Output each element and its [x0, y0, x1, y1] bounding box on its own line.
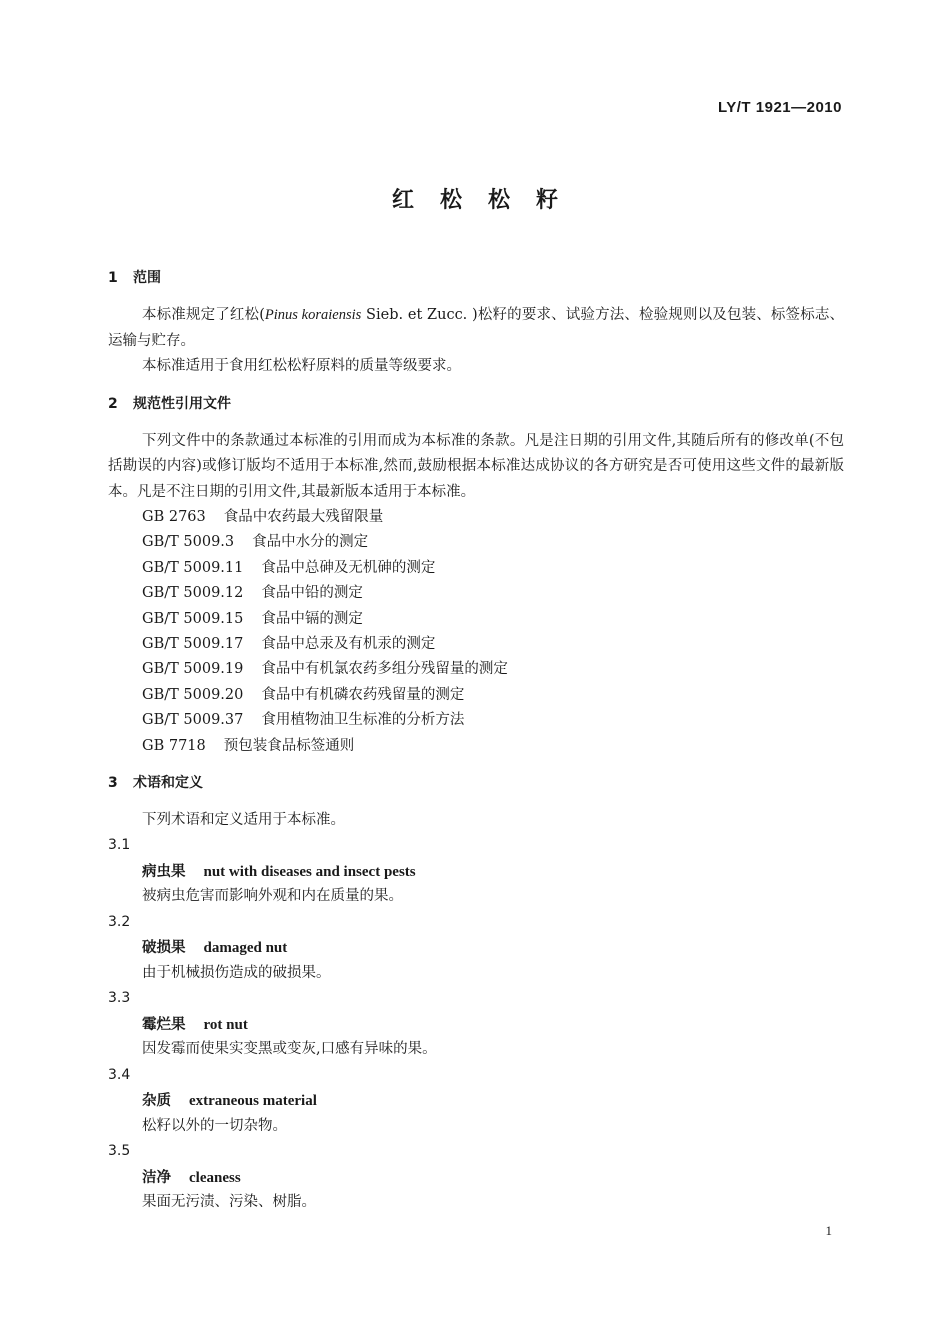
term-zh: 破损果 — [142, 939, 186, 957]
section-title: 规范性引用文件 — [133, 395, 231, 412]
term-number: 3.4 — [108, 1066, 131, 1083]
reference-code: GB/T 5009.20 — [142, 686, 244, 703]
term-entry — [108, 986, 844, 1063]
scope-latin-name: Pinus koraiensis — [264, 307, 362, 323]
scope-paragraph-1 — [108, 303, 844, 354]
section-1-heading — [108, 266, 844, 291]
reference-title: 食品中农药最大残留限量 — [223, 509, 384, 525]
reference-code: GB/T 5009.11 — [142, 559, 244, 576]
reference-title: 食品中镉的测定 — [261, 610, 363, 627]
term-zh: 杂质 — [142, 1092, 171, 1110]
reference-code: GB/T 5009.17 — [142, 635, 244, 652]
reference-item — [108, 734, 844, 759]
section-3-heading — [108, 771, 844, 796]
reference-item — [108, 505, 844, 530]
terms-intro: 下列术语和定义适用于本标准。 — [142, 811, 345, 828]
term-zh: 霉烂果 — [142, 1015, 186, 1033]
reference-item — [108, 632, 844, 657]
term-entry — [108, 1063, 844, 1140]
reference-code: GB/T 5009.12 — [142, 585, 244, 602]
section-title: 范围 — [133, 270, 161, 286]
term-zh: 病虫果 — [142, 862, 186, 880]
term-definition: 因发霉而使果实变黑或变灰,口感有异味的果。 — [142, 1041, 437, 1058]
term-name — [108, 1165, 844, 1191]
section-2-heading — [108, 392, 844, 417]
reference-title: 食品中铅的测定 — [261, 585, 363, 602]
reference-item — [108, 708, 844, 733]
term-name — [108, 859, 844, 885]
scope-text-b: Sieb. et Zucc. )松籽的要求、试验方法、检验规则以及包装、标签标志、运输与贮存。 — [108, 307, 845, 349]
term-number: 3.5 — [108, 1143, 131, 1160]
reference-item — [108, 683, 844, 708]
reference-list — [108, 505, 844, 759]
reference-item — [108, 657, 844, 682]
reference-title: 食用植物油卫生标准的分析方法 — [261, 712, 465, 729]
reference-code: GB/T 5009.37 — [142, 712, 244, 729]
reference-title: 预包装食品标签通则 — [223, 737, 355, 754]
section-number: 1 — [108, 270, 118, 286]
document-body — [108, 266, 844, 1216]
scope-text-a: 本标准规定了红松( — [142, 307, 265, 323]
term-en: extraneous material — [189, 1093, 317, 1110]
reference-code: GB 7718 — [142, 737, 206, 754]
reference-item — [108, 530, 844, 555]
scope-paragraph-2: 本标准适用于食用红松松籽原料的质量等级要求。 — [142, 358, 461, 374]
reference-code: GB 2763 — [142, 509, 206, 525]
reference-code: GB/T 5009.15 — [142, 610, 244, 627]
term-en: cleaness — [189, 1169, 241, 1186]
term-number: 3.2 — [108, 913, 131, 930]
term-definition: 由于机械损伤造成的破损果。 — [142, 964, 331, 981]
term-number: 3.1 — [108, 837, 131, 854]
term-entry — [108, 833, 844, 910]
standard-code: LY/T 1921—2010 — [717, 99, 842, 116]
term-name — [108, 1012, 844, 1038]
reference-title: 食品中有机氯农药多组分残留量的测定 — [261, 661, 508, 678]
reference-code: GB/T 5009.19 — [142, 661, 244, 678]
term-entry — [108, 1139, 844, 1216]
term-definition: 果面无污渍、污染、树脂。 — [142, 1194, 316, 1211]
section-number: 2 — [108, 395, 118, 412]
term-definition: 松籽以外的一切杂物。 — [142, 1117, 287, 1134]
term-en: rot nut — [203, 1016, 248, 1033]
term-definition: 被病虫危害而影响外观和内在质量的果。 — [142, 888, 403, 905]
reference-title: 食品中总砷及无机砷的测定 — [261, 559, 436, 576]
term-zh: 洁净 — [142, 1168, 171, 1186]
reference-title: 食品中水分的测定 — [252, 534, 369, 551]
term-en: nut with diseases and insect pests — [203, 863, 416, 880]
reference-item — [108, 556, 844, 581]
term-entry — [108, 910, 844, 987]
section-title: 术语和定义 — [133, 774, 203, 791]
reference-item — [108, 581, 844, 606]
page-number: 1 — [825, 1223, 832, 1238]
references-intro: 下列文件中的条款通过本标准的引用而成为本标准的条款。凡是注日期的引用文件,其随后所有的修改单(不包括勘误的内容)或修订版均不适用于本标准,然而,鼓励根据本标准达成协议的各方研究是否可使用这些文件的最新版本。凡是不注日期的引用文件,其最新版本适用于本标准。 — [108, 432, 844, 500]
term-en: damaged nut — [203, 940, 288, 957]
reference-item — [108, 607, 844, 632]
section-number: 3 — [108, 774, 118, 791]
reference-code: GB/T 5009.3 — [142, 534, 235, 551]
term-name — [108, 935, 844, 961]
document-title: 红松松籽 — [391, 188, 584, 213]
reference-title: 食品中总汞及有机汞的测定 — [261, 635, 436, 652]
reference-title: 食品中有机磷农药残留量的测定 — [261, 686, 465, 703]
term-name — [108, 1088, 844, 1114]
term-number: 3.3 — [108, 990, 131, 1007]
